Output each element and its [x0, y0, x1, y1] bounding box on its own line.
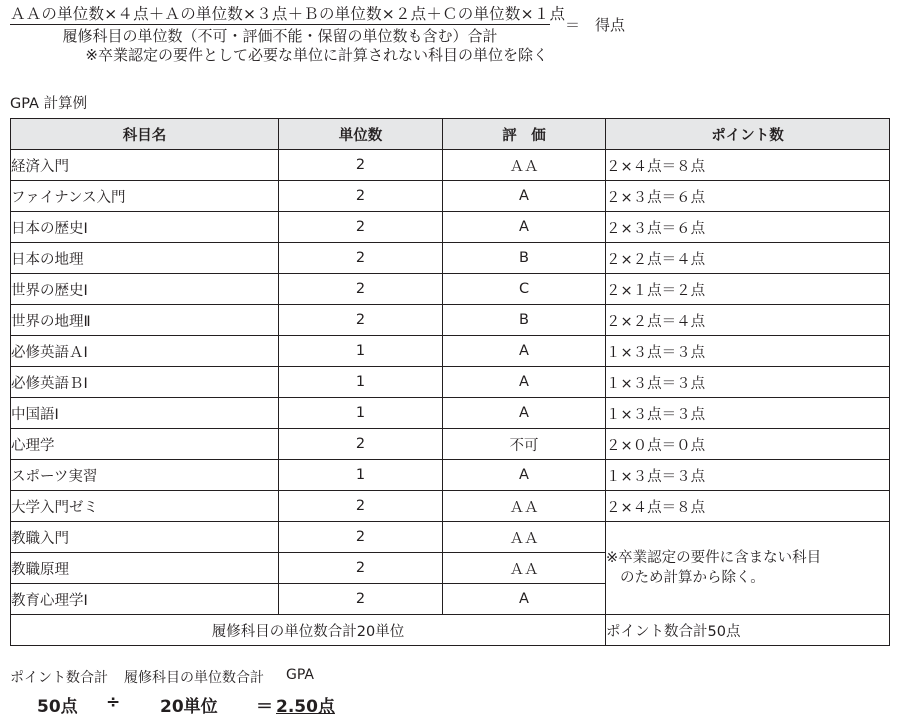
cell-units: 2 [279, 491, 443, 522]
divide-sign: ÷ [106, 692, 121, 712]
label-units-total: 履修科目の単位数合計 [124, 670, 264, 686]
cell-points: ２×３点＝６点 [606, 181, 890, 212]
table-row [11, 305, 890, 336]
table-row [11, 243, 890, 274]
formula-result: ＝ 得点 [565, 16, 626, 34]
table-row [11, 429, 890, 460]
cell-units: 1 [279, 460, 443, 491]
cell-units: 2 [279, 429, 443, 460]
cell-grade: A [443, 181, 606, 212]
cell-grade: A [443, 336, 606, 367]
cell-grade: ＡＡ [443, 553, 606, 584]
excluded-note-line2: のため計算から除く。 [620, 570, 765, 586]
table-row [11, 212, 890, 243]
header-subject: 科目名 [11, 119, 279, 150]
cell-units: 2 [279, 243, 443, 274]
totals-row [11, 615, 890, 646]
formula-denominator: 履修科目の単位数（不可・評価不能・保留の単位数も含む）合計 [62, 27, 498, 45]
cell-subject: 日本の歴史Ⅰ [11, 212, 279, 243]
cell-grade: 不可 [443, 429, 606, 460]
header-grade: 評 価 [443, 119, 606, 150]
table-row [11, 274, 890, 305]
cell-points: ２×１点＝２点 [606, 274, 890, 305]
cell-grade: ＡＡ [443, 522, 606, 553]
cell-units: 2 [279, 181, 443, 212]
cell-subject: 必修英語ＢⅠ [11, 367, 279, 398]
example-label: GPA 計算例 [10, 96, 88, 112]
formula-note: ※卒業認定の要件として必要な単位に計算されない科目の単位を除く [85, 46, 548, 64]
gpa-value: 2.50点 [276, 697, 335, 717]
cell-grade: A [443, 367, 606, 398]
cell-grade: A [443, 584, 606, 615]
table-row [11, 367, 890, 398]
cell-units: 1 [279, 367, 443, 398]
cell-points: ２×２点＝４点 [606, 305, 890, 336]
table-row [11, 491, 890, 522]
cell-units: 2 [279, 274, 443, 305]
cell-points: １×３点＝３点 [606, 398, 890, 429]
cell-points: １×３点＝３点 [606, 460, 890, 491]
cell-subject: 必修英語ＡⅠ [11, 336, 279, 367]
cell-units: 2 [279, 553, 443, 584]
cell-points: ２×４点＝８点 [606, 150, 890, 181]
cell-units: 2 [279, 584, 443, 615]
cell-grade: B [443, 305, 606, 336]
table-row [11, 336, 890, 367]
cell-subject: 日本の地理 [11, 243, 279, 274]
cell-subject: 世界の歴史Ⅰ [11, 274, 279, 305]
cell-units: 1 [279, 398, 443, 429]
cell-grade: ＡＡ [443, 491, 606, 522]
cell-subject: 心理学 [11, 429, 279, 460]
cell-subject: ファイナンス入門 [11, 181, 279, 212]
label-points-total: ポイント数合計 [10, 670, 108, 686]
cell-subject: 教職入門 [11, 522, 279, 553]
cell-points: １×３点＝３点 [606, 367, 890, 398]
cell-subject: 世界の地理Ⅱ [11, 305, 279, 336]
cell-subject: 教職原理 [11, 553, 279, 584]
excluded-note-line1: ※卒業認定の要件に含まない科目 [606, 550, 822, 566]
cell-grade: A [443, 460, 606, 491]
cell-points: ２×４点＝８点 [606, 491, 890, 522]
table-row [11, 181, 890, 212]
cell-units: 2 [279, 212, 443, 243]
cell-subject: 教育心理学Ⅰ [11, 584, 279, 615]
cell-grade: A [443, 212, 606, 243]
formula-numerator: ＡＡの単位数×４点＋Ａの単位数×３点＋Ｂの単位数×２点＋Ｃの単位数×１点 [10, 5, 566, 23]
cell-grade: B [443, 243, 606, 274]
table-row [11, 460, 890, 491]
total-units: 履修科目の単位数合計20単位 [11, 615, 606, 646]
cell-points: ２×２点＝４点 [606, 243, 890, 274]
cell-points: ２×３点＝６点 [606, 212, 890, 243]
table-row [11, 398, 890, 429]
cell-subject: 中国語Ⅰ [11, 398, 279, 429]
table-row [11, 150, 890, 181]
cell-subject: 大学入門ゼミ [11, 491, 279, 522]
cell-units: 1 [279, 336, 443, 367]
cell-subject: 経済入門 [11, 150, 279, 181]
table-row [11, 522, 890, 553]
equals-sign: ＝ [256, 697, 273, 717]
units-value: 20単位 [160, 697, 218, 717]
table-header-row [11, 119, 890, 150]
cell-units: 2 [279, 150, 443, 181]
header-units: 単位数 [279, 119, 443, 150]
cell-points: ２×０点＝０点 [606, 429, 890, 460]
cell-grade: ＡＡ [443, 150, 606, 181]
cell-units: 2 [279, 522, 443, 553]
cell-grade: A [443, 398, 606, 429]
cell-units: 2 [279, 305, 443, 336]
excluded-note-cell [606, 522, 890, 615]
cell-points: １×３点＝３点 [606, 336, 890, 367]
cell-grade: C [443, 274, 606, 305]
total-points: ポイント数合計50点 [606, 615, 890, 646]
gpa-example-table [10, 118, 890, 646]
label-gpa: GPA [286, 667, 314, 683]
cell-subject: スポーツ実習 [11, 460, 279, 491]
header-points: ポイント数 [606, 119, 890, 150]
points-value: 50点 [37, 697, 78, 717]
